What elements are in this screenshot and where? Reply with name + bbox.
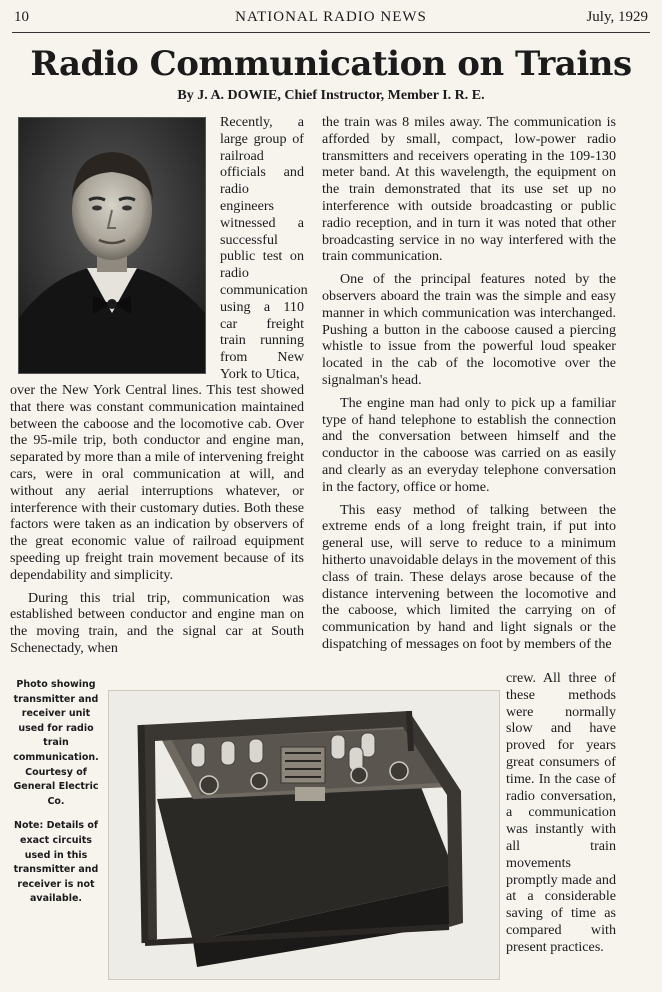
paragraph-3: One of the principal features noted by the observers aboard the train was the simple and easy manner in which communication was interchanged. Pushing a button in the caboose caused a piercing whistle to issue from the powerful loud speaker located in the cab of the locomotive over the signalman's head. — [322, 271, 616, 388]
intro-paragraph: Recently, a large group of railroad officials and radio engineers witnessed a successful public test on radio communication using a 110 car freight train running from New York to Utica, — [220, 114, 308, 382]
page-number: 10 — [14, 9, 29, 25]
paragraph-1-continued: over the New York Central lines. This test showed that there was constant communication maintained between the caboose and the locomotive cab. Over the 95-mile trip, both conductor and engine man, separated by more than a mile of intervening freight cars, were in oral communication at will, and without any aerial interruptions whatever, or interference with their customary duties. Both these factors were taken as an indication by observers of the great economic value of railroad equipment speeding up freight train movement because of its dependability and simplicity. — [10, 382, 304, 583]
paragraph-5: This easy method of talking between the extreme ends of a long freight train, if put into general use, will serve to reduce to a minimum hitherto unavoidable delays in the movement of this class of train. These delays arose because of the distance intervening between the locomotive and the caboose, which limited the carrying on of communication by hand and light signals or the dispatching of messages on foot by members of the — [322, 501, 616, 652]
intro-column — [220, 114, 308, 383]
radio-unit-illustration — [109, 691, 499, 979]
running-header — [14, 9, 648, 27]
caption-note: Note: Details of exact circuits used in this transmitter and receiver is not available. — [13, 820, 99, 905]
author-portrait — [18, 117, 206, 374]
paragraph-4: The engine man had only to pick up a familiar type of hand telephone to establish the connection and the conversation between himself and the conductor in the caboose was carried on as easily and clearly as an everyday telephone conversation in the factory, office or home. — [322, 394, 616, 495]
article-title: Radio Communication on Trains — [30, 44, 632, 84]
left-column — [10, 382, 304, 663]
portrait-photo — [19, 118, 205, 373]
journal-name: NATIONAL RADIO NEWS — [235, 9, 427, 25]
photo-caption — [10, 678, 102, 907]
issue-date: July, 1929 — [586, 9, 648, 25]
right-column — [322, 114, 616, 659]
paragraph-2-continued: the train was 8 miles away. The communication is afforded by small, compact, low-power radio transmitters and receivers operating in the 109-130 meter band. At this wavelength, the equipment on the train demonstrated that its use set up no interference with outside broadcasting or public radio reception, and in turn it was noted that other broadcasting service in no way interfered with the train communication. — [322, 114, 616, 265]
header-rule — [12, 32, 650, 33]
right-column-lower — [506, 670, 616, 956]
paragraph-5-continued: crew. All three of these methods were normally slow and have proved for years great consumers of time. In the case of radio conversation, a communication was instantly with all train movements promptly made and at a considerable saving of time as compared with present practices. — [506, 670, 616, 955]
caption-text: Photo showing transmitter and receiver unit used for radio train communication. Courtesy of General Electric Co. — [13, 679, 99, 807]
byline: By J. A. DOWIE, Chief Instructor, Member I. R. E. — [177, 88, 485, 103]
equipment-photo — [108, 690, 500, 980]
paragraph-2: During this trial trip, communication was established between conductor and engine man on the moving train, and the signal car at South Schenectady, when — [10, 589, 304, 656]
